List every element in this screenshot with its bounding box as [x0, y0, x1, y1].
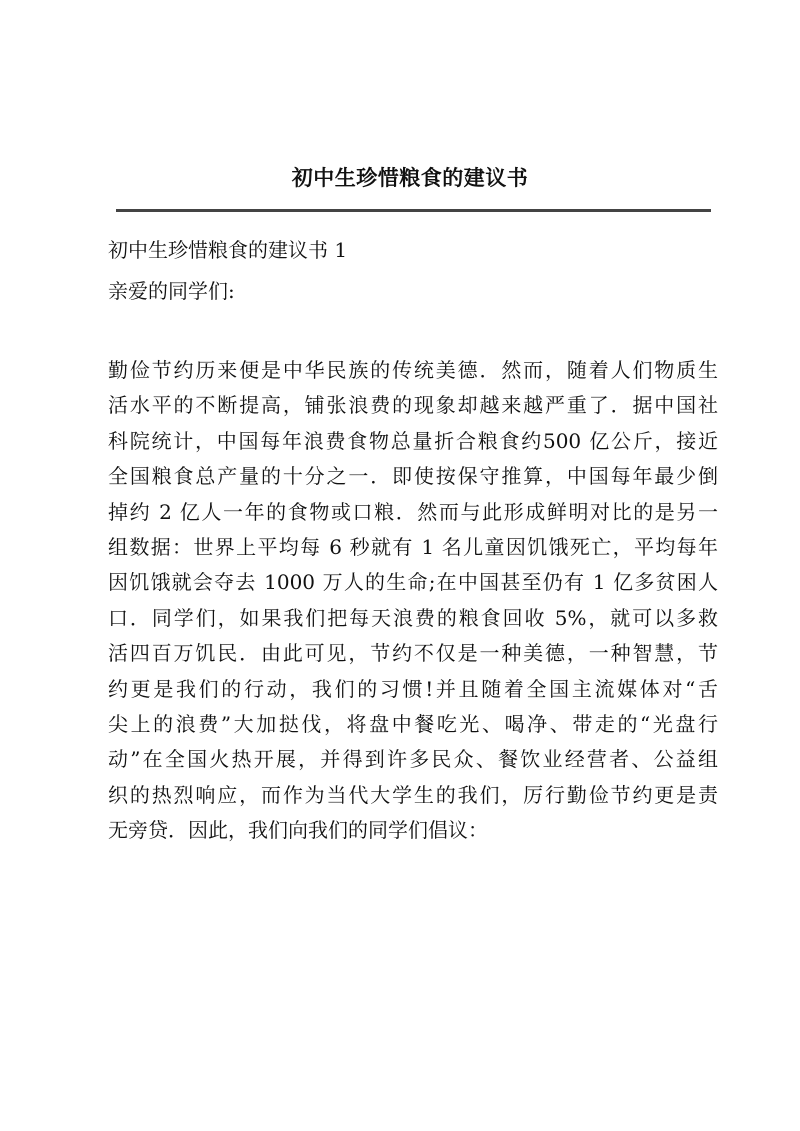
paragraph-line: 织的热烈响应，而作为当代大学生的我们，厉行勤俭节约更是责	[108, 782, 718, 807]
paragraph-line: 活水平的不断提高，铺张浪费的现象却越来越严重了．据中国社	[108, 393, 718, 418]
paragraph-line: 尖上的浪费”大加挞伐，将盘中餐吃光、喝净、带走的“光盘行	[108, 712, 718, 737]
paragraph-line: 勤俭节约历来便是中华民族的传统美德．然而，随着人们物质生	[108, 358, 718, 382]
paragraph-line: 掉约 2 亿人一年的食物或口粮．然而与此形成鲜明对比的是另一	[108, 499, 718, 524]
salutation: 亲爱的同学们:	[108, 279, 235, 303]
paragraph-line: 全国粮食总产量的十分之一．即使按保守推算，中国每年最少倒	[108, 464, 718, 489]
paragraph-line: 活四百万饥民．由此可见，节约不仅是一种美德，一种智慧，节	[108, 641, 718, 666]
paragraph-line: 无旁贷．因此，我们向我们的同学们倡议：	[108, 818, 488, 843]
page-title: 初中生珍惜粮食的建议书	[291, 165, 529, 190]
paragraph-line: 因饥饿就会夺去 1000 万人的生命;在中国甚至仍有 1 亿多贫困人	[108, 570, 718, 595]
paragraph-line: 口．同学们，如果我们把每天浪费的粮食回收 5%，就可以多救	[108, 605, 718, 630]
paragraph-line: 动”在全国火热开展，并得到许多民众、餐饮业经营者、公益组	[108, 747, 718, 772]
paragraph-line: 科院统计，中国每年浪费食物总量折合粮食约500 亿公斤，接近	[108, 428, 718, 453]
body-paragraph	[108, 353, 718, 849]
title-divider	[116, 209, 711, 212]
section-heading: 初中生珍惜粮食的建议书 1	[108, 238, 348, 262]
paragraph-line: 约更是我们的行动，我们的习惯!并且随着全国主流媒体对“舌	[108, 676, 718, 701]
paragraph-line: 组数据：世界上平均每 6 秒就有 1 名儿童因饥饿死亡，平均每年	[108, 535, 718, 560]
